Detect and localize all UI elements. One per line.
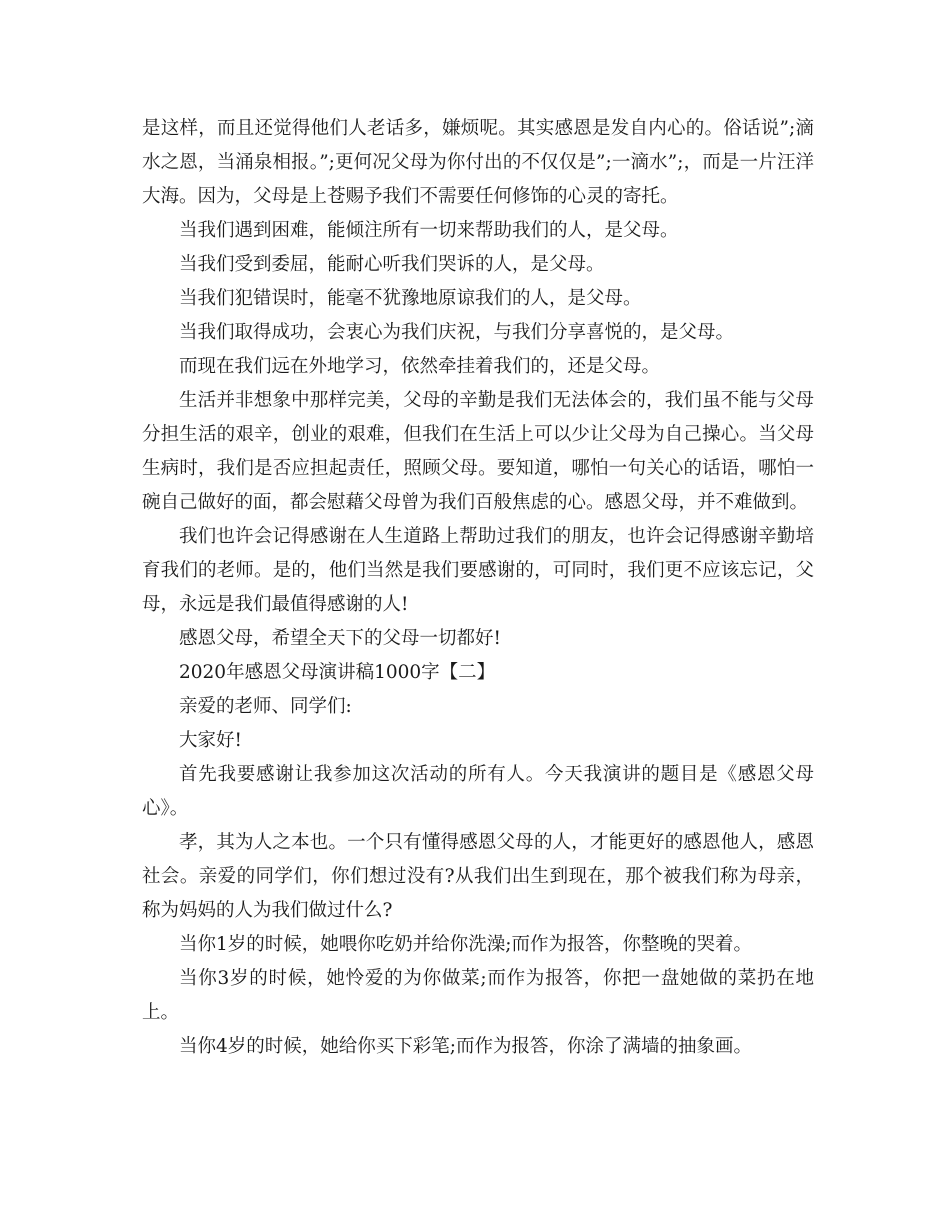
paragraph: 当你4岁的时候，她给你买下彩笔;而作为报答，你涂了满墙的抽象画。 — [179, 1036, 753, 1057]
paragraph: 当我们犯错误时，能毫不犹豫地原谅我们的人，是父母。 — [179, 288, 642, 309]
paragraph: 当我们遇到困难，能倾注所有一切来帮助我们的人，是父母。 — [179, 220, 679, 241]
paragraph: 当你1岁的时候，她喂你吃奶并给你洗澡;而作为报答，你整晚的哭着。 — [179, 934, 753, 955]
paragraph: 当你3岁的时候，她怜爱的为你做菜;而作为报答，你把一盘她做的菜扔在地上。 — [142, 968, 814, 1023]
paragraph: 孝，其为人之本也。一个只有懂得感恩父母的人，才能更好的感恩他人，感恩社会。亲爱的同学们，你们想过没有?从我们出生到现在，那个被我们称为母亲，称为妈妈的人为我们做过什么? — [142, 832, 814, 921]
paragraph: 感恩父母，希望全天下的父母一切都好! — [179, 628, 501, 649]
paragraph: 我们也许会记得感谢在人生道路上帮助过我们的朋友，也许会记得感谢辛勤培育我们的老师。是的，他们当然是我们要感谢的，可同时，我们更不应该忘记，父母，永远是我们最值得感谢的人! — [142, 526, 814, 615]
paragraph: 首先我要感谢让我参加这次活动的所有人。今天我演讲的题目是《感恩父母心》。 — [142, 764, 814, 819]
paragraph: 生活并非想象中那样完美，父母的辛勤是我们无法体会的，我们虽不能与父母分担生活的艰辛，创业的艰难，但我们在生活上可以少让父母为自己操心。当父母生病时，我们是否应担起责任，照顾父母。要知道，哪怕一句关心的话语，哪怕一碗自己做好的面，都会慰藉父母曾为我们百般焦虑的心。感恩父母，并不难做到。 — [142, 390, 814, 513]
greeting: 大家好! — [179, 730, 242, 751]
paragraph: 当我们受到委屈，能耐心听我们哭诉的人，是父母。 — [179, 254, 605, 275]
salutation: 亲爱的老师、同学们: — [179, 696, 352, 717]
paragraph: 而现在我们远在外地学习，依然牵挂着我们的，还是父母。 — [179, 356, 661, 377]
document-body — [142, 112, 814, 1064]
section-heading: 2020年感恩父母演讲稿1000字【二】 — [179, 662, 496, 683]
paragraph: 当我们取得成功，会衷心为我们庆祝，与我们分享喜悦的，是父母。 — [179, 322, 735, 343]
paragraph: 是这样，而且还觉得他们人老话多，嫌烦呢。其实感恩是发自内心的。俗话说”;滴水之恩，当涌泉相报。”;更何况父母为你付出的不仅仅是”;一滴水”;，而是一片汪洋大海。因为，父母是上苍赐予我们不需要任何修饰的心灵的寄托。 — [142, 118, 814, 207]
